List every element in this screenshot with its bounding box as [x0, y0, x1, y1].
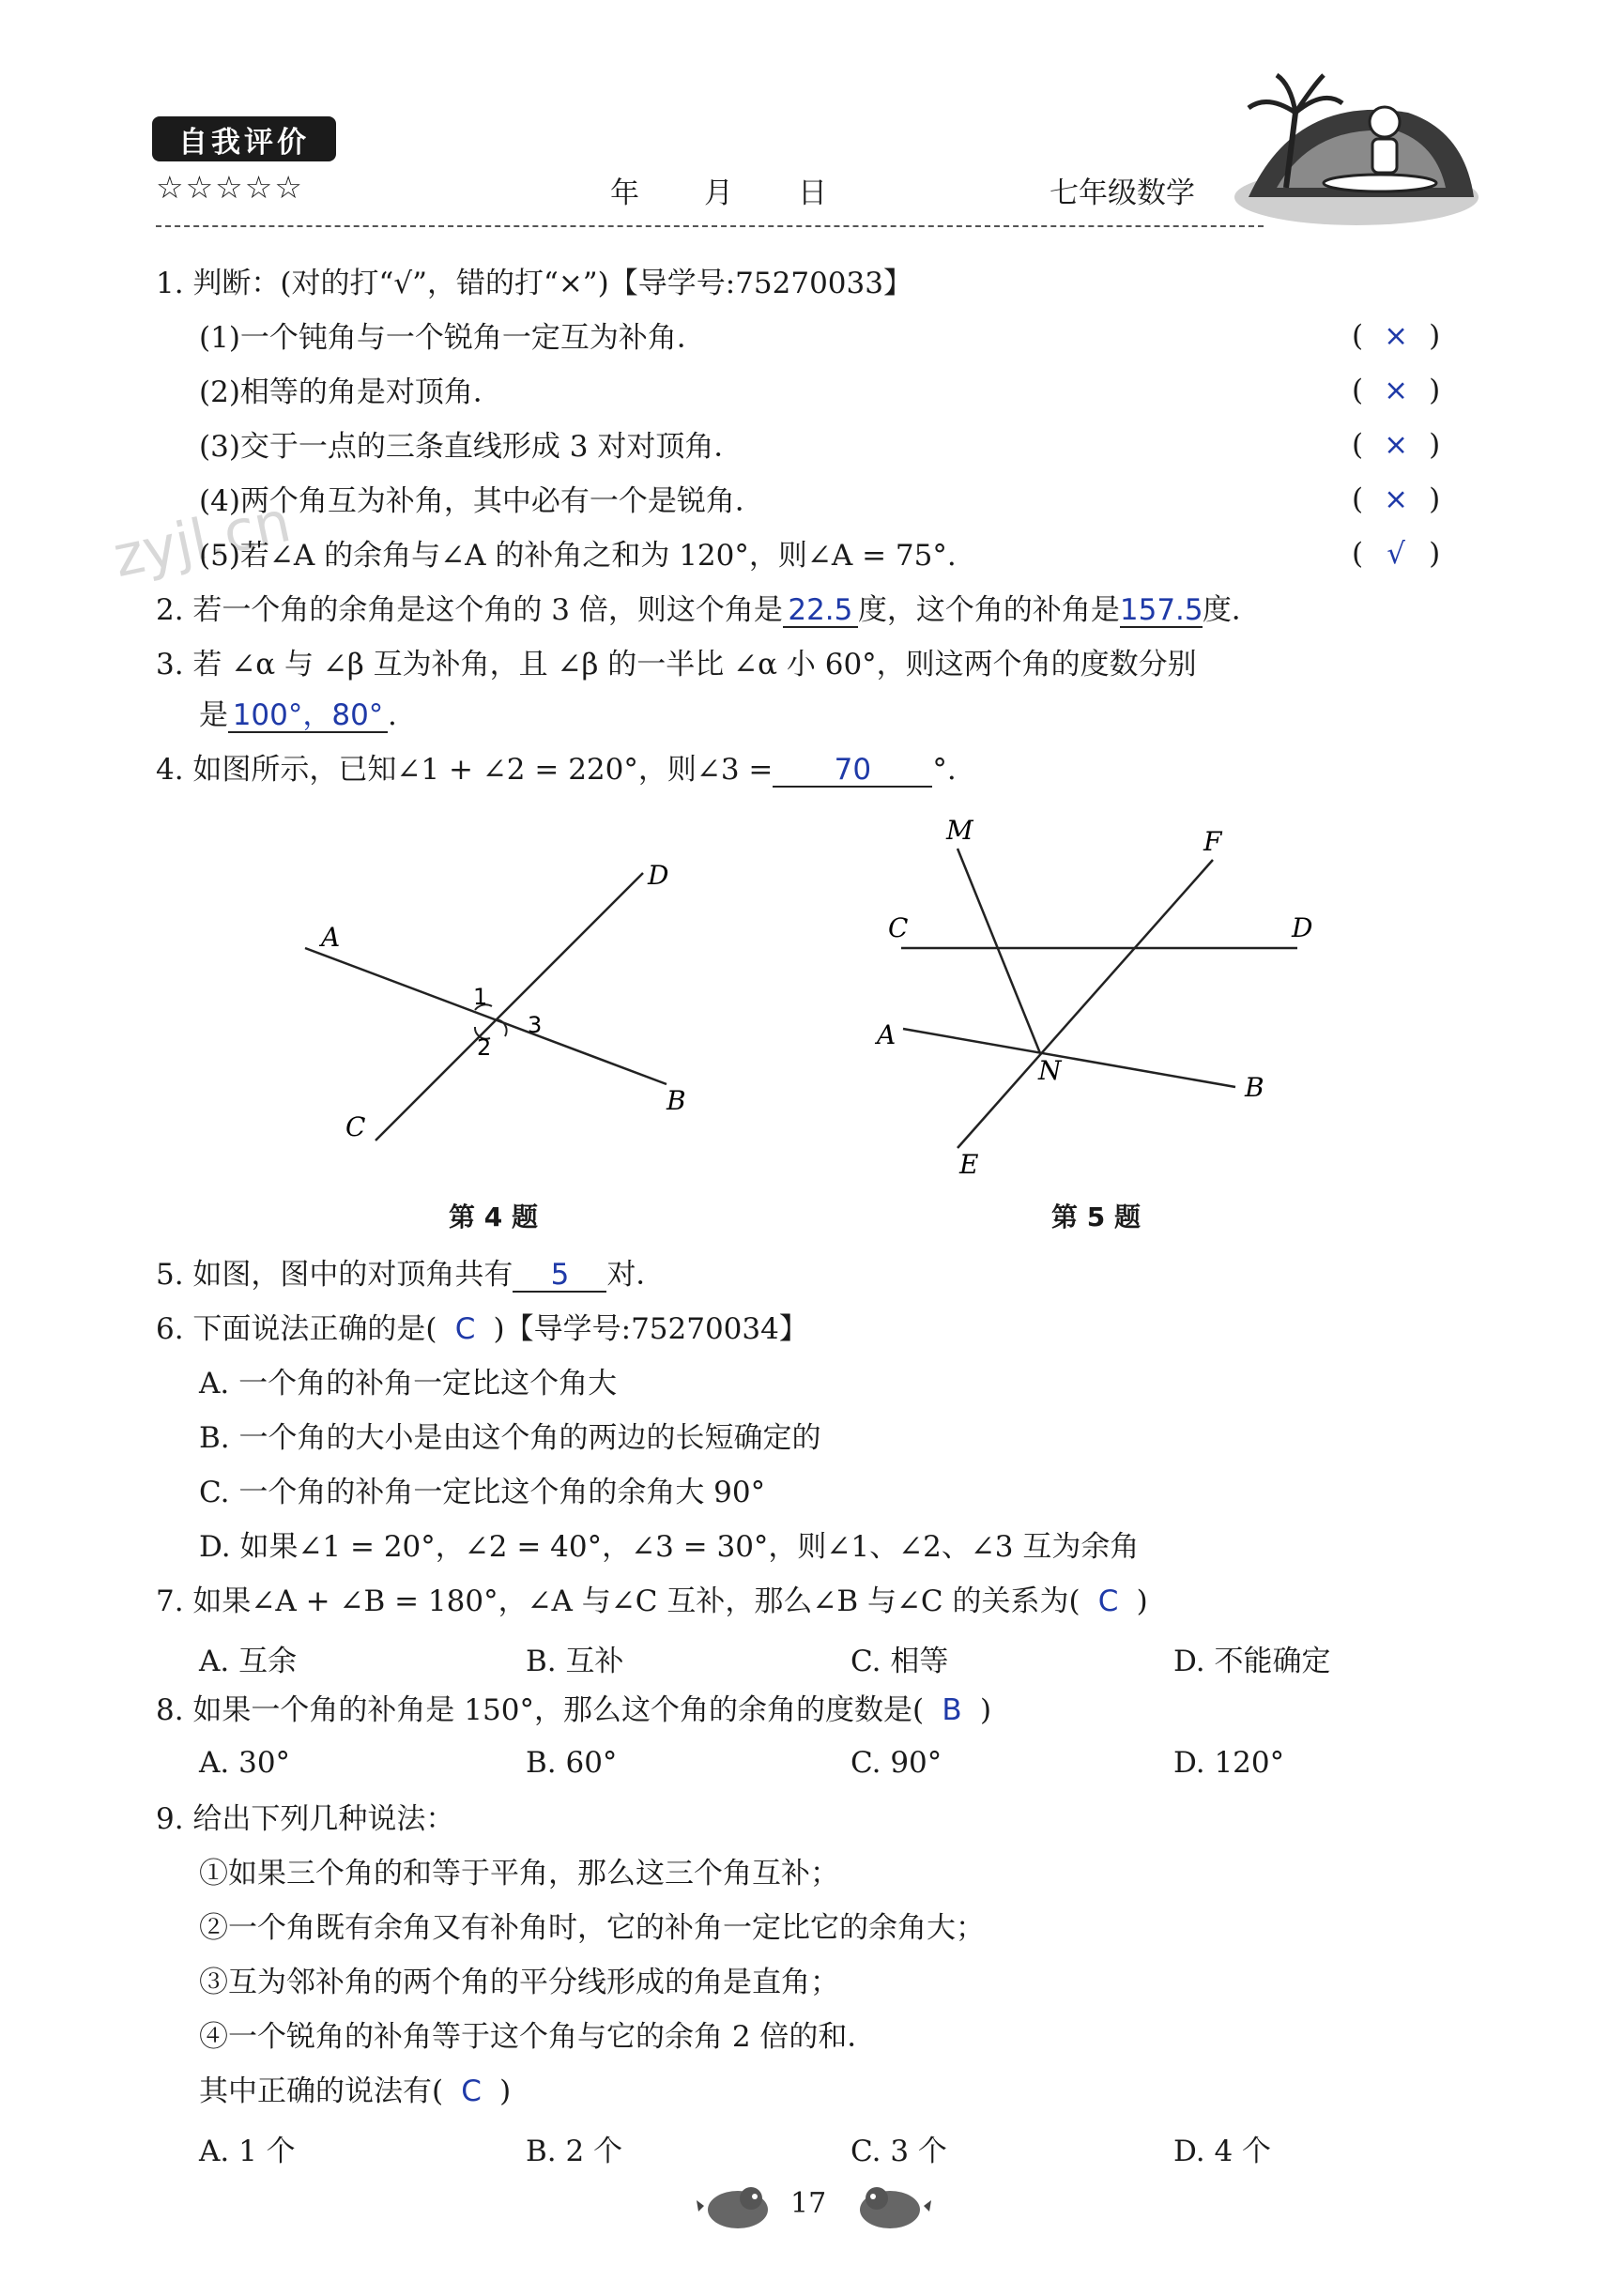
- q7-text-b: ): [1136, 1584, 1148, 1618]
- q2-text-c: 度．: [1202, 593, 1261, 627]
- q3-line2: [199, 696, 397, 734]
- q9-option-b: B. 2 个: [526, 2135, 623, 2168]
- watermark: zyjl.cn: [107, 488, 297, 591]
- q2-text-a: 2. 若一个角的余角是这个角的 3 倍，则这个角是: [156, 593, 783, 627]
- q1-item-5: (5)若∠A 的余角与∠A 的补角之和为 120°，则∠A = 75°.: [199, 539, 957, 573]
- q1-stem: 1. 判断：(对的打“√”，错的打“×”)【导学号:75270033】: [156, 267, 912, 300]
- q4: [156, 751, 957, 788]
- q1-item-2: (2)相等的角是对顶角．: [199, 375, 502, 409]
- q9-text-b: ): [499, 2074, 512, 2108]
- q9-statement-1: ①如果三个角的和等于平角，那么这三个角互补；: [199, 1857, 839, 1890]
- fig4-label-3: 3: [528, 1012, 543, 1038]
- q2-text-b: 度，这个角的补角是: [857, 593, 1120, 627]
- q9-text-a: 其中正确的说法有(: [199, 2074, 444, 2108]
- q8-answer: B: [942, 1693, 962, 1727]
- q8-option-d: D. 120°: [1173, 1746, 1285, 1780]
- date-month-label: 月: [704, 176, 733, 210]
- q9-option-a: A. 1 个: [199, 2135, 296, 2168]
- fig5-label-A: A: [877, 1019, 896, 1050]
- fig5-label-B: B: [1245, 1072, 1264, 1103]
- q1-answer-4: ( × ): [1352, 482, 1441, 516]
- figure-4: [263, 826, 751, 1173]
- q7-option-d: D. 不能确定: [1173, 1645, 1331, 1678]
- fig4-label-2: 2: [477, 1034, 492, 1061]
- fig5-label-F: F: [1203, 826, 1222, 857]
- fig4-label-A: A: [321, 922, 341, 953]
- right-bird-icon: [854, 2178, 933, 2234]
- q9-option-c: C. 3 个: [850, 2135, 947, 2168]
- q9-statement-3: ③互为邻补角的两个角的平分线形成的角是直角；: [199, 1966, 839, 1999]
- line-AB: [903, 1029, 1235, 1087]
- angle-3-arc: [496, 1019, 507, 1036]
- fig5-label-M: M: [946, 815, 973, 846]
- q5-answer: 5: [513, 1259, 606, 1293]
- q9-prompt: [199, 2073, 511, 2110]
- line-CD: [375, 873, 643, 1140]
- palm-leaves: [1249, 75, 1342, 113]
- fig4-label-D: D: [648, 860, 669, 891]
- q1-item-1: (1)一个钝角与一个锐角一定互为补角．: [199, 321, 706, 355]
- left-bird-icon: [695, 2178, 774, 2234]
- q5-text-b: 对．: [606, 1258, 666, 1292]
- q7-answer: C: [1097, 1584, 1119, 1618]
- q8-option-a: A. 30°: [199, 1746, 291, 1780]
- q6-option-c: C. 一个角的补角一定比这个角的余角大 90°: [199, 1476, 766, 1509]
- q3-line1: 3. 若 ∠α 与 ∠β 互为补角，且 ∠β 的一半比 ∠α 小 60°，则这两个角的度数分别: [156, 648, 1197, 681]
- q7-stem: [156, 1583, 1148, 1620]
- header-divider: [156, 225, 1264, 227]
- q6-answer: C: [454, 1312, 476, 1346]
- fig4-label-C: C: [345, 1111, 366, 1142]
- q3-answer: 100°，80°: [228, 699, 388, 733]
- q7-option-c: C. 相等: [850, 1645, 949, 1678]
- surfer-head: [1370, 107, 1400, 137]
- q7-text-a: 7. 如果∠A + ∠B = 180°，∠A 与∠C 互补，那么∠B 与∠C 的关系为(: [156, 1584, 1080, 1618]
- line-AB: [305, 948, 667, 1084]
- q6-option-d: D. 如果∠1 = 20°，∠2 = 40°，∠3 = 30°，则∠1、∠2、∠3 互为余角: [199, 1530, 1140, 1564]
- q6-text-a: 6. 下面说法正确的是(: [156, 1312, 437, 1346]
- q1-answer-2-value: ×: [1384, 374, 1409, 407]
- line-EF: [958, 860, 1213, 1148]
- rating-stars: ☆☆☆☆☆: [156, 169, 304, 206]
- q9-option-d: D. 4 个: [1173, 2135, 1272, 2168]
- q7-option-a: A. 互余: [199, 1645, 298, 1678]
- q6-text-b: )【导学号:75270034】: [493, 1312, 808, 1346]
- figure-5: [864, 807, 1313, 1183]
- q4-text-a: 4. 如图所示，已知∠1 + ∠2 = 220°，则∠3 =: [156, 753, 774, 787]
- surfboard: [1324, 175, 1436, 191]
- q1-item-3: (3)交于一点的三条直线形成 3 对对顶角．: [199, 430, 743, 464]
- q8-text-a: 8. 如果一个角的补角是 150°，那么这个角的余角的度数是(: [156, 1693, 925, 1727]
- q1-answer-1-value: ×: [1384, 319, 1409, 353]
- surfer-body: [1372, 139, 1397, 173]
- q8-stem: [156, 1691, 991, 1729]
- q4-text-b: °.: [932, 753, 957, 787]
- q9-answer: C: [461, 2074, 482, 2108]
- q9-statement-4: ④一个锐角的补角等于这个角与它的余角 2 倍的和．: [199, 2020, 877, 2054]
- q5-text-a: 5. 如图，图中的对顶角共有: [156, 1258, 513, 1292]
- page-number: 17: [790, 2187, 827, 2220]
- q8-text-b: ): [980, 1693, 992, 1727]
- q1-answer-5-value: √: [1387, 537, 1405, 571]
- surfer-illustration: [1220, 56, 1493, 235]
- q1-answer-3-value: ×: [1384, 428, 1409, 462]
- q2-answer-angle: 22.5: [783, 594, 858, 628]
- q6-option-a: A. 一个角的补角一定比这个角大: [199, 1367, 618, 1401]
- q9-statement-2: ②一个角既有余角又有补角时，它的补角一定比它的余角大；: [199, 1911, 985, 1945]
- fig5-caption: 第 5 题: [1051, 1202, 1141, 1232]
- date-year-label: 年: [610, 176, 639, 210]
- q6-option-b: B. 一个角的大小是由这个角的两边的长短确定的: [199, 1421, 821, 1455]
- q6-stem: [156, 1310, 808, 1348]
- q1-answer-2: ( × ): [1352, 374, 1441, 407]
- self-evaluation-badge: 自我评价: [152, 116, 336, 161]
- q1-answer-5: ( √ ): [1352, 537, 1441, 571]
- fig5-label-E: E: [959, 1149, 979, 1180]
- q4-answer: 70: [773, 754, 932, 788]
- line-MN: [958, 849, 1040, 1053]
- fig4-label-1: 1: [473, 984, 488, 1010]
- q3-text-a: 是: [199, 698, 228, 732]
- q7-option-b: B. 互补: [526, 1645, 624, 1678]
- q8-option-b: B. 60°: [526, 1746, 618, 1780]
- q3-text-b: .: [388, 698, 397, 732]
- fig5-label-D: D: [1292, 912, 1313, 943]
- q1-answer-1: ( × ): [1352, 319, 1441, 353]
- q8-option-c: C. 90°: [850, 1746, 942, 1780]
- q1-answer-4-value: ×: [1384, 482, 1409, 516]
- q1-item-4: (4)两个角互为补角，其中必有一个是锐角．: [199, 484, 764, 518]
- fig4-caption: 第 4 题: [449, 1202, 538, 1232]
- q2-answer-supplement: 157.5: [1119, 593, 1203, 627]
- q1-answer-3: ( × ): [1352, 428, 1441, 462]
- fig5-label-N: N: [1038, 1055, 1062, 1086]
- q5: [156, 1256, 665, 1293]
- date-day-label: 日: [798, 176, 827, 210]
- q9-stem: 9. 给出下列几种说法：: [156, 1802, 455, 1836]
- subject-title: 七年级数学: [1050, 176, 1195, 210]
- fig4-label-B: B: [667, 1085, 686, 1116]
- q2: [156, 591, 1261, 629]
- fig5-label-C: C: [888, 912, 909, 943]
